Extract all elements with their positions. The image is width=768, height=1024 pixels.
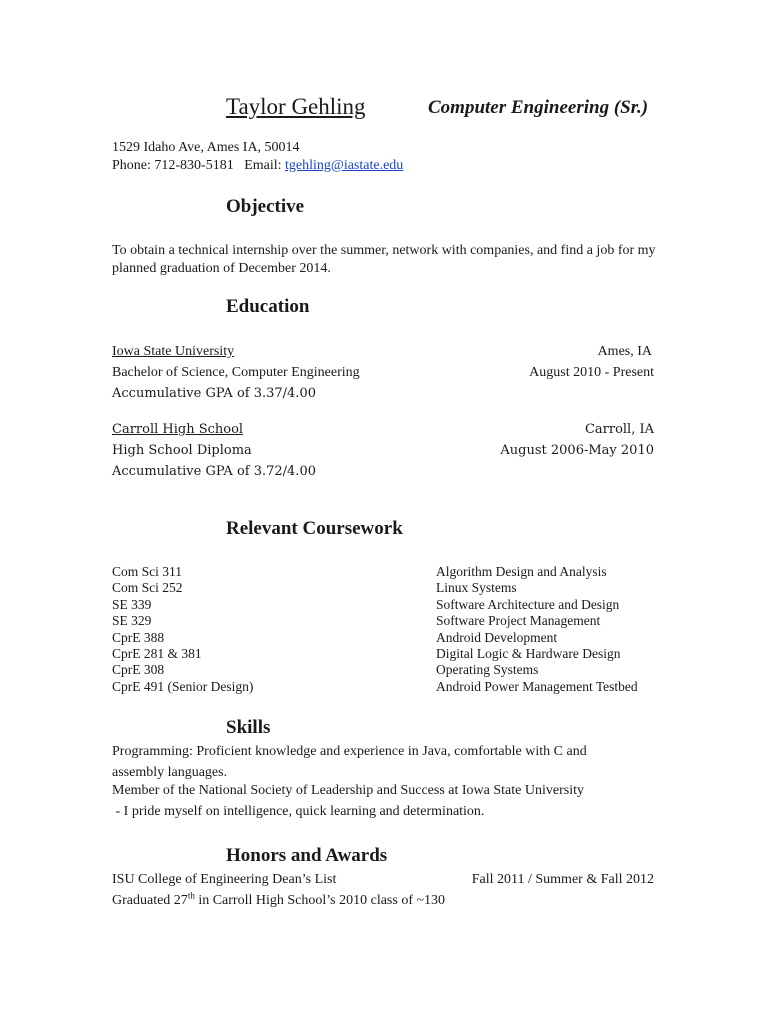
course-code: Com Sci 311 [112,564,183,579]
skills-personal: - I pride myself on intelligence, quick learning and determination. [112,804,485,819]
contact-line [112,158,403,174]
course-title: Linux Systems [436,580,517,596]
objective-text: To obtain a technical internship over the summer, network with companies, and find a job for my planned graduation of December 2014. [112,243,656,276]
address: 1529 Idaho Ave, Ames IA, 50014 [112,140,300,155]
school-degree: Bachelor of Science, Computer Engineering [112,365,360,380]
email-link[interactable]: tgehling@iastate.edu [285,158,404,173]
course-code: SE 339 [112,596,152,612]
course-code: CprE 388 [112,629,165,645]
skills-membership: Member of the National Society of Leadership and Success at Iowa State University [112,783,584,798]
honor-item [112,890,446,909]
honor-item: ISU College of Engineering Dean’s List [112,872,337,887]
education-heading: Education [226,296,310,317]
ordinal-suffix: th [187,890,195,901]
honors-heading: Honors and Awards [226,845,388,866]
course-code: CprE 281 & 381 [112,646,202,662]
school-dates: August 2010 - Present [529,365,654,380]
course-title: Software Architecture and Design [436,596,620,612]
graduated-prefix: Graduated 27 [112,893,188,908]
phone: Phone: 712-830-5181 [112,158,234,173]
coursework-heading: Relevant Coursework [226,518,403,539]
course-code: CprE 491 (Senior Design) [112,678,254,694]
course-title: Software Project Management [436,613,601,629]
course-code: SE 329 [112,613,152,629]
school-dates: August 2006-May 2010 [500,443,654,458]
school-name: Carroll High School [112,422,244,437]
resume-name: Taylor Gehling [226,94,366,119]
school-gpa: Accumulative GPA of 3.37/4.00 [112,386,316,401]
skills-programming: Programming: Proficient knowledge and experience in Java, comfortable with C and assembly languages. [112,744,587,780]
course-title: Algorithm Design and Analysis [436,564,607,579]
course-code-list [112,564,253,695]
course-code: Com Sci 252 [112,580,183,596]
course-code: CprE 308 [112,662,165,678]
course-title-list [436,564,638,695]
objective-heading: Objective [226,196,305,217]
course-title: Digital Logic & Hardware Design [436,646,621,662]
graduated-suffix: in Carroll High School’s 2010 class of ~130 [194,893,446,908]
email-label: Email: [244,158,282,173]
school-location: Carroll, IA [584,422,654,437]
course-title: Android Power Management Testbed [436,678,638,694]
course-title: Operating Systems [436,662,539,678]
school-degree: High School Diploma [112,443,252,458]
honor-dates: Fall 2011 / Summer & Fall 2012 [471,872,654,887]
course-title: Android Development [436,629,558,645]
school-gpa: Accumulative GPA of 3.72/4.00 [112,464,316,479]
resume-major: Computer Engineering (Sr.) [428,97,649,118]
school-location: Ames, IA [597,344,652,359]
skills-heading: Skills [226,717,271,738]
school-name: Iowa State University [112,344,235,359]
